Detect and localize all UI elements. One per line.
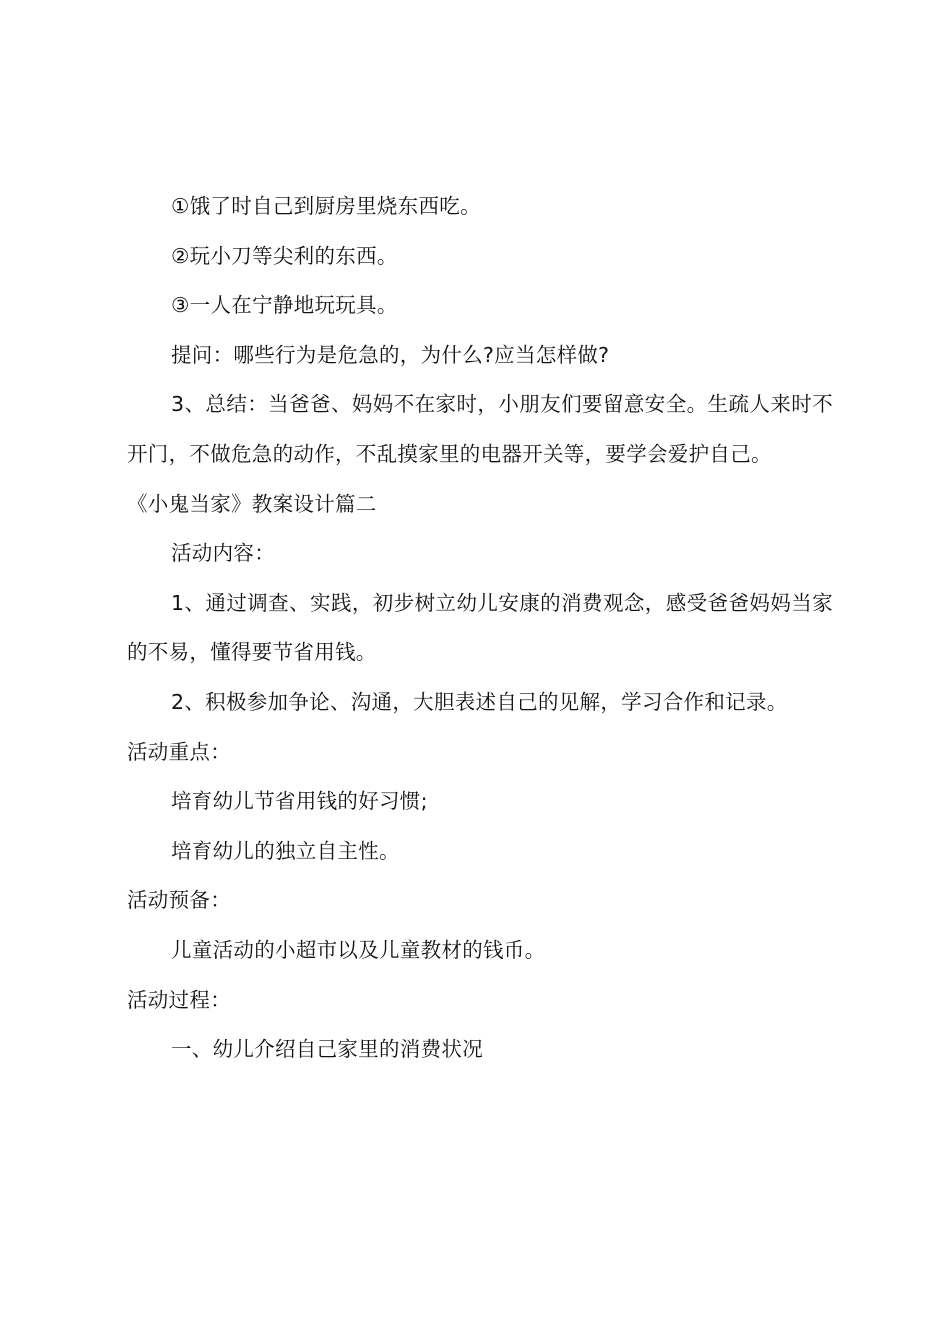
summary-paragraph: 3、总结：当爸爸、妈妈不在家时，小朋友们要留意安全。生疏人来时不开门，不做危急的动作，不乱摸家里的电器开关等，要学会爱护自己。 [127, 392, 833, 466]
activity-prep-text: 儿童活动的小超市以及儿童教材的钱币。 [171, 937, 546, 962]
activity-content-heading: 活动内容： [171, 541, 275, 566]
paragraph-item-2: ②玩小刀等尖利的东西。 [171, 243, 398, 268]
question-paragraph: 提问：哪些行为是危急的，为什么?应当怎样做? [171, 342, 610, 367]
activity-process-heading: 活动过程： [127, 987, 231, 1012]
activity-process-step-1: 一、幼儿介绍自己家里的消费状况 [171, 1037, 483, 1062]
document-body [127, 182, 833, 1075]
activity-focus-1: 培育幼儿节省用钱的好习惯; [171, 789, 428, 814]
paragraph-item-3: ③一人在宁静地玩玩具。 [171, 293, 398, 318]
activity-prep-heading: 活动预备： [127, 888, 231, 913]
activity-goal-1: 1、通过调查、实践，初步树立幼儿安康的消费观念，感受爸爸妈妈当家的不易，懂得要节省用钱。 [127, 590, 833, 665]
activity-focus-2: 培育幼儿的独立自主性。 [171, 838, 400, 863]
activity-focus-heading: 活动重点： [127, 739, 231, 764]
activity-goal-2: 2、积极参加争论、沟通，大胆表述自己的见解，学习合作和记录。 [171, 689, 788, 714]
section-title: 《小鬼当家》教案设计篇二 [127, 491, 377, 516]
paragraph-item-1: ①饿了时自己到厨房里烧东西吃。 [171, 194, 481, 218]
